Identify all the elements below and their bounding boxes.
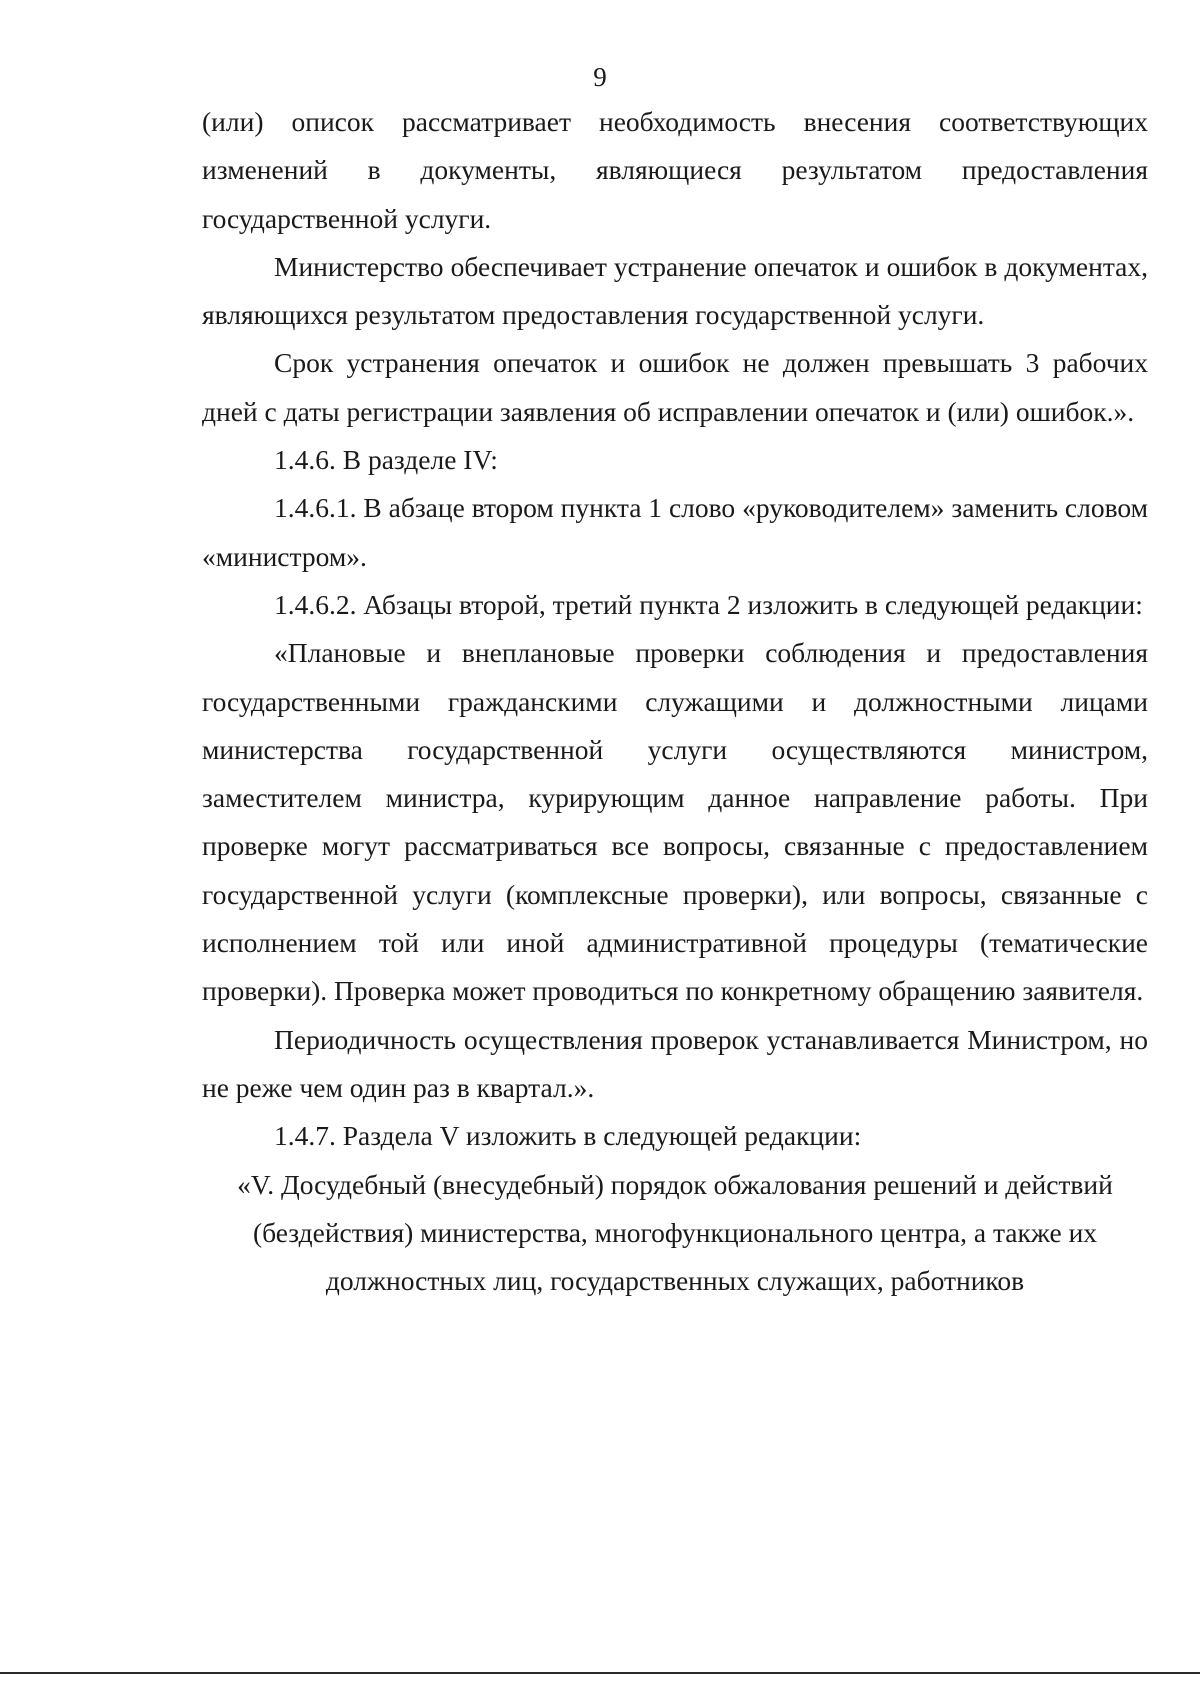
paragraph-9: 1.4.7. Раздела V изложить в следующей редакции: [274,1120,862,1152]
paragraph-5: 1.4.6.1. В абзаце втором пункта 1 слово «руководителем» заменить словом «министром». [202,492,1148,572]
paragraph-6: 1.4.6.2. Абзацы второй, третий пункта 2 изложить в следующей редакции: [274,588,1143,620]
section-heading: «V. Досудебный (внесудебный) порядок обжалования решений и действий (бездействия) министерства, многофункционального центра, а также их должностных лиц, государственных служащих, работников [237,1168,1113,1297]
paragraph-4: 1.4.6. В разделе IV: [274,444,498,476]
paragraph-8: Периодичность осуществления проверок устанавливается Министром, но не реже чем один раз в квартал.». [202,1023,1148,1103]
page-number: 9 [593,62,607,92]
paragraph-1: (или) описок рассматривает необходимость внесения соответствующих изменений в документы, являющиеся результатом предоставления государственной услуги. [202,106,1148,234]
paragraph-2: Министерство обеспечивает устранение опечаток и ошибок в документах, являющихся результатом предоставления государственной услуги. [202,250,1148,331]
bottom-rule [0,1672,1200,1674]
document-body [202,98,1148,1305]
paragraph-3: Срок устранения опечаток и ошибок не должен превышать 3 рабочих дней с даты регистрации заявления об исправлении опечаток и (или) ошибок.». [202,347,1148,427]
paragraph-7: «Плановые и внеплановые проверки соблюдения и предоставления государственными гражданскими служащими и должностными лицами министерства государственной услуги осуществляются министром, заместителем министра, курирующим данное направление работы. При проверке могут рассматриваться все вопросы, связанные с предоставлением государственной услуги (комплексные проверки), или вопросы, связанные с исполнением той или иной административной процедуры (тематические проверки). Проверка может проводиться по конкретному обращению заявителя. [202,637,1148,1007]
